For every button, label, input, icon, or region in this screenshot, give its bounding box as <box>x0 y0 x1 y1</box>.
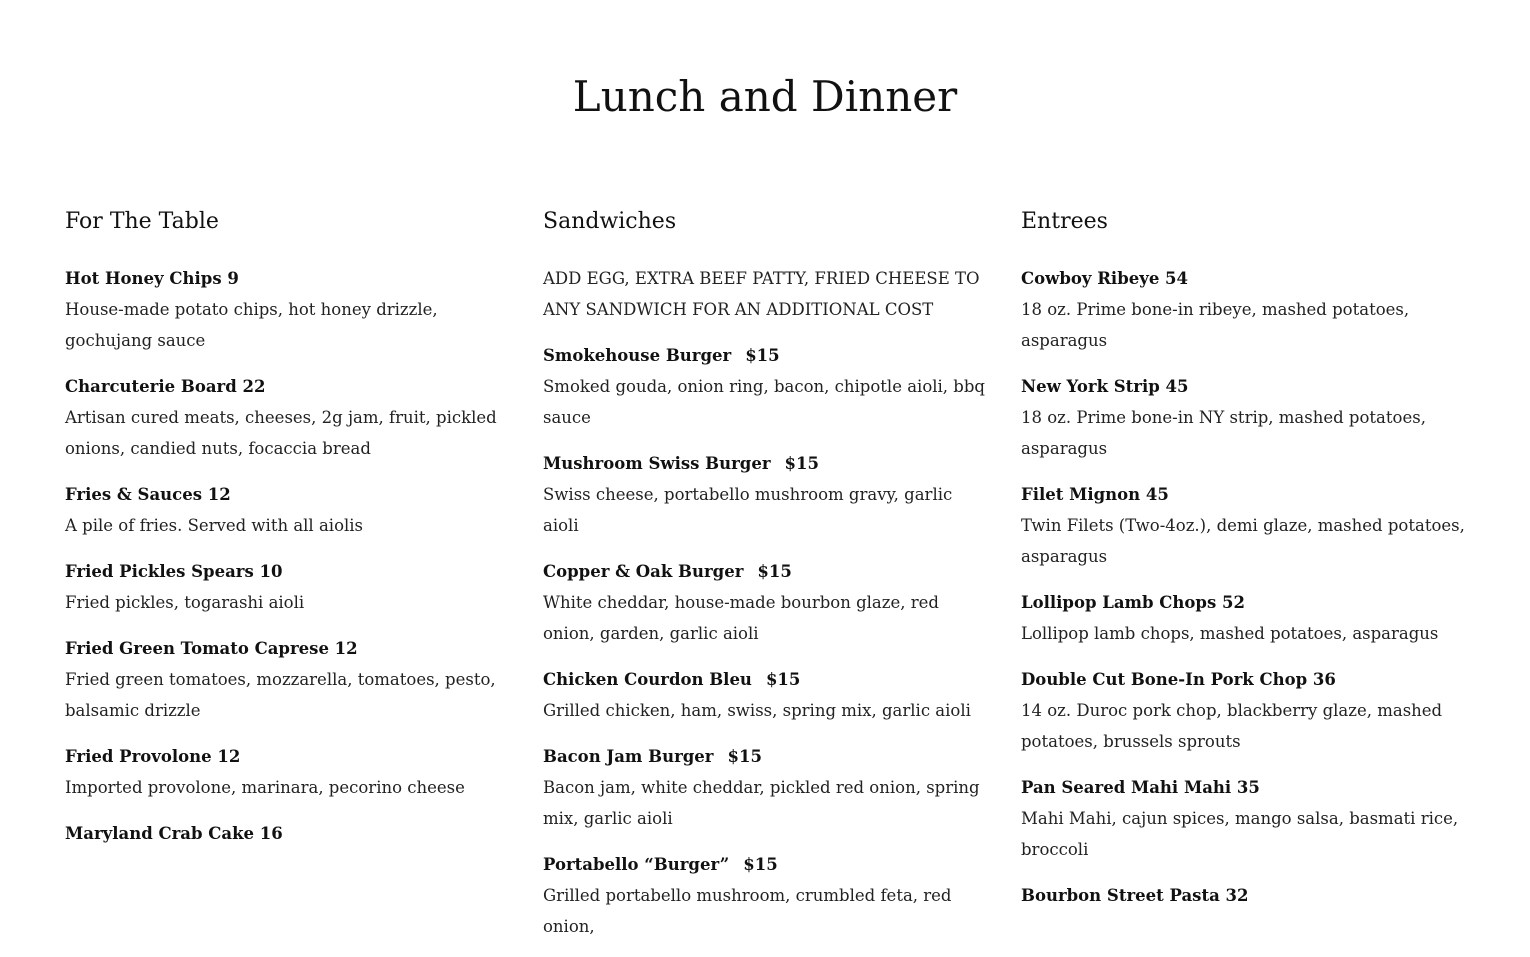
item-description: Swiss cheese, portabello mushroom gravy, garlic aioli <box>543 485 953 535</box>
item-description: Artisan cured meats, cheeses, 2g jam, fruit, pickled onions, candied nuts, focaccia bread <box>65 408 497 458</box>
item-name-row <box>543 448 993 479</box>
section-title: Entrees <box>1021 209 1108 234</box>
item-name-row <box>543 556 993 587</box>
item-name: Filet Mignon 45 <box>1021 485 1169 504</box>
item-name: Pan Seared Mahi Mahi 35 <box>1021 778 1260 797</box>
item-description: House-made potato chips, hot honey drizzle, gochujang sauce <box>65 300 438 350</box>
menu-item <box>1021 664 1476 757</box>
item-description: A pile of fries. Served with all aiolis <box>65 516 364 535</box>
item-name: Bacon Jam Burger <box>543 747 714 766</box>
menu-item <box>65 818 515 849</box>
item-name: Bourbon Street Pasta 32 <box>1021 886 1249 905</box>
item-description: Lollipop lamb chops, mashed potatoes, asparagus <box>1021 624 1439 643</box>
item-description: Imported provolone, marinara, pecorino cheese <box>65 778 465 797</box>
item-name: Charcuterie Board 22 <box>65 377 266 396</box>
item-description: White cheddar, house-made bourbon glaze, red onion, garden, garlic aioli <box>543 593 939 643</box>
item-name: Mushroom Swiss Burger <box>543 454 771 473</box>
item-price: $15 <box>757 562 792 581</box>
menu-item <box>1021 587 1476 649</box>
item-name: Fries & Sauces 12 <box>65 485 231 504</box>
menu-item <box>1021 479 1476 572</box>
item-description: 14 oz. Duroc pork chop, blackberry glaze, mashed potatoes, brussels sprouts <box>1021 701 1443 751</box>
menu-item <box>1021 263 1476 356</box>
item-description: Fried pickles, togarashi aioli <box>65 593 305 612</box>
menu-item <box>543 849 993 942</box>
page-title: Lunch and Dinner <box>572 72 958 122</box>
section-for-the-table <box>65 207 515 864</box>
item-description: Grilled chicken, ham, swiss, spring mix, garlic aioli <box>543 701 971 720</box>
item-description: Fried green tomatoes, mozzarella, tomatoes, pesto, balsamic drizzle <box>65 670 496 720</box>
item-name-row <box>543 340 993 371</box>
item-name: Hot Honey Chips 9 <box>65 269 239 288</box>
section-sandwiches <box>543 207 993 957</box>
item-price: $15 <box>745 346 780 365</box>
menu-item <box>543 741 993 834</box>
item-name: Portabello “Burger” <box>543 855 730 874</box>
menu-item <box>65 556 515 618</box>
item-name-row <box>543 849 993 880</box>
section-title: Sandwiches <box>543 209 677 234</box>
menu-item <box>65 263 515 356</box>
item-name: Copper & Oak Burger <box>543 562 744 581</box>
item-name-row <box>543 664 993 695</box>
item-description: 18 oz. Prime bone-in NY strip, mashed potatoes, asparagus <box>1021 408 1426 458</box>
item-name: Cowboy Ribeye 54 <box>1021 269 1189 288</box>
item-name: Double Cut Bone-In Pork Chop 36 <box>1021 670 1336 689</box>
menu-item <box>543 448 993 541</box>
item-description: Mahi Mahi, cajun spices, mango salsa, basmati rice, broccoli <box>1021 809 1459 859</box>
menu-item <box>1021 371 1476 464</box>
section-entrees <box>1021 207 1476 926</box>
menu-item <box>1021 772 1476 865</box>
item-description: 18 oz. Prime bone-in ribeye, mashed potatoes, asparagus <box>1021 300 1410 350</box>
menu-item <box>65 479 515 541</box>
menu-item <box>543 664 993 726</box>
item-description: Twin Filets (Two-4oz.), demi glaze, mashed potatoes, asparagus <box>1021 516 1465 566</box>
item-name: Chicken Courdon Bleu <box>543 670 752 689</box>
menu-item <box>543 556 993 649</box>
item-price: $15 <box>765 670 801 689</box>
menu-item <box>65 371 515 464</box>
menu-item <box>543 340 993 433</box>
sandwich-note: ADD EGG, EXTRA BEEF PATTY, FRIED CHEESE TO ANY SANDWICH FOR AN ADDITIONAL COST <box>543 269 980 319</box>
item-description: Smoked gouda, onion ring, bacon, chipotle aioli, bbq sauce <box>543 377 985 427</box>
item-price: $15 <box>784 454 819 473</box>
item-description: Bacon jam, white cheddar, pickled red onion, spring mix, garlic aioli <box>543 778 980 828</box>
item-price: $15 <box>727 747 762 766</box>
item-name-row <box>543 741 993 772</box>
menu-item <box>65 633 515 726</box>
item-name: Smokehouse Burger <box>543 346 732 365</box>
item-name: Maryland Crab Cake 16 <box>65 824 283 843</box>
item-name: Fried Provolone 12 <box>65 747 241 766</box>
item-description: Grilled portabello mushroom, crumbled feta, red onion, <box>543 886 952 936</box>
menu-item <box>1021 880 1476 911</box>
item-name: New York Strip 45 <box>1021 377 1189 396</box>
item-name: Fried Pickles Spears 10 <box>65 562 283 581</box>
section-title: For The Table <box>65 209 219 234</box>
menu-item <box>65 741 515 803</box>
item-name: Lollipop Lamb Chops 52 <box>1021 593 1245 612</box>
item-price: $15 <box>743 855 778 874</box>
item-name: Fried Green Tomato Caprese 12 <box>65 639 358 658</box>
